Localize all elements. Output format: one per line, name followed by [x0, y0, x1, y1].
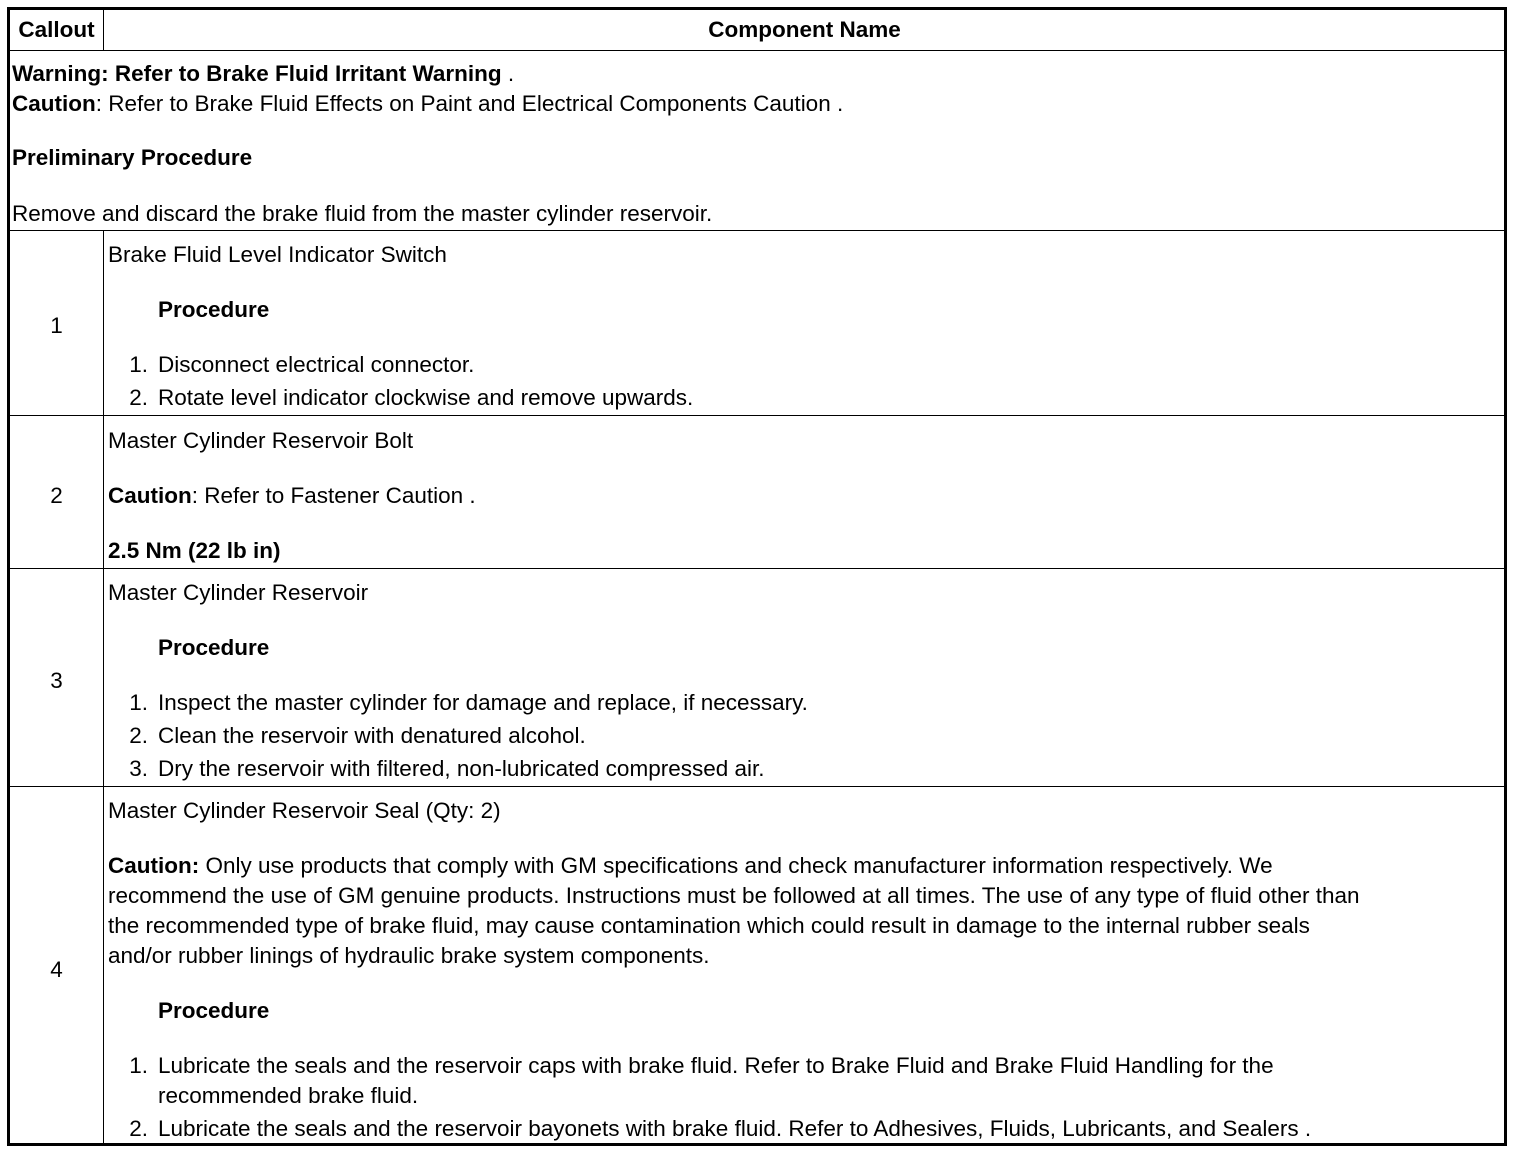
procedure-title: Procedure: [158, 635, 270, 660]
step-text: Dry the reservoir with filtered, non-lubricated compressed air.: [158, 756, 765, 781]
step-text-continued: recommended brake fluid.: [158, 1083, 419, 1108]
intro-bottom-rule: [10, 230, 1504, 231]
callout-number: 2: [50, 483, 63, 508]
torque-spec: 2.5 Nm (22 lb in): [108, 538, 281, 563]
caution-text: Only use products that comply with GM specifications and check manufacturer information respectively. We: [199, 853, 1273, 878]
caution-line: [12, 91, 843, 117]
step-number: 2.: [129, 385, 148, 410]
header-bottom-rule: [10, 50, 1504, 51]
warning-label: Warning:: [12, 61, 109, 86]
step-number: 1.: [129, 690, 148, 715]
step-number: 2.: [129, 723, 148, 748]
caution-line: [108, 483, 476, 509]
caution-label: Caution: [12, 91, 96, 116]
caution-label: Caution:: [108, 853, 200, 878]
component-name: Master Cylinder Reservoir: [108, 580, 369, 605]
caution-text: the recommended type of brake fluid, may cause contamination which could result in damage to the internal rubber seals: [108, 913, 1310, 938]
step-text: Lubricate the seals and the reservoir bayonets with brake fluid. Refer to Adhesives, Fluids, Lubricants, and Sealers .: [158, 1116, 1312, 1141]
row-rule: [10, 568, 1504, 569]
step-text: Inspect the master cylinder for damage and replace, if necessary.: [158, 690, 808, 715]
component-name-column-header: Component Name: [708, 17, 901, 42]
procedure-title: Procedure: [158, 297, 270, 322]
step-text: Rotate level indicator clockwise and remove upwards.: [158, 385, 694, 410]
callout-column-header: Callout: [18, 17, 95, 42]
procedure-title: Procedure: [158, 998, 270, 1023]
callout-divider: [103, 231, 104, 1146]
caution-text: : Refer to Fastener Caution .: [191, 483, 476, 508]
preliminary-procedure-title: Preliminary Procedure: [12, 145, 253, 170]
warning-line: [12, 61, 514, 87]
step-number: 3.: [129, 756, 148, 781]
row-rule: [10, 415, 1504, 416]
warning-text: Refer to Brake Fluid Irritant Warning: [114, 61, 502, 86]
callout-number: 4: [50, 957, 63, 982]
preliminary-procedure-text: Remove and discard the brake fluid from the master cylinder reservoir.: [12, 201, 713, 226]
step-text: Disconnect electrical connector.: [158, 352, 475, 377]
caution-label: Caution: [108, 483, 192, 508]
component-name: Master Cylinder Reservoir Bolt: [108, 428, 414, 453]
step-text: Clean the reservoir with denatured alcohol.: [158, 723, 586, 748]
header-divider: [103, 10, 104, 50]
component-name: Brake Fluid Level Indicator Switch: [108, 242, 447, 267]
step-text: Lubricate the seals and the reservoir caps with brake fluid. Refer to Brake Fluid and Brake Fluid Handling for the: [158, 1053, 1274, 1078]
callout-number: 1: [50, 313, 63, 338]
step-number: 2.: [129, 1116, 148, 1141]
row-rule: [10, 786, 1504, 787]
step-number: 1.: [129, 352, 148, 377]
caution-text: recommend the use of GM genuine products. Instructions must be followed at all times. The use of any type of fluid other than: [108, 883, 1360, 908]
component-table: [7, 7, 1507, 1146]
warning-end: .: [507, 61, 515, 86]
callout-number: 3: [50, 668, 63, 693]
caution-text: : Refer to Brake Fluid Effects on Paint and Electrical Components Caution .: [95, 91, 844, 116]
component-name: Master Cylinder Reservoir Seal (Qty: 2): [108, 798, 501, 823]
step-number: 1.: [129, 1053, 148, 1078]
caution-line: [108, 853, 1273, 879]
caution-text: and/or rubber linings of hydraulic brake system components.: [108, 943, 710, 968]
